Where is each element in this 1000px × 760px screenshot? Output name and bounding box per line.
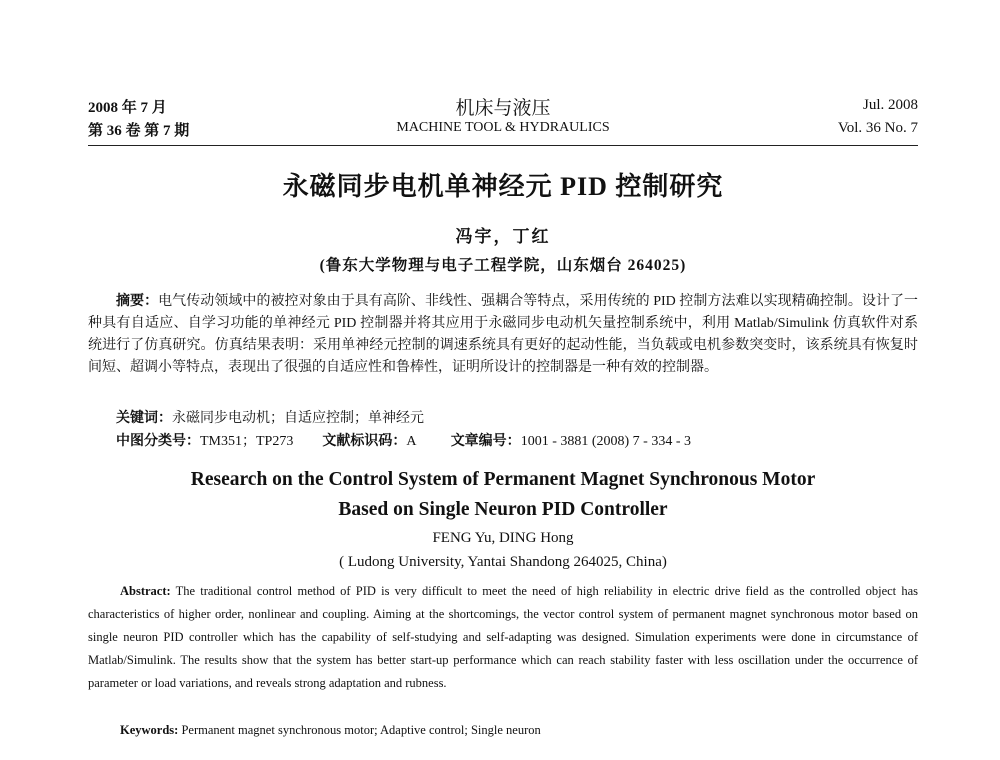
keywords-en bbox=[120, 719, 541, 742]
article-number-label: 文章编号： bbox=[450, 434, 521, 449]
title-en-line2: Based on Single Neuron PID Controller bbox=[338, 499, 668, 520]
keywords-en-text: Permanent magnet synchronous motor; Adaptive control; Single neuron bbox=[181, 723, 541, 737]
keywords-cn-text: 永磁同步电动机；自适应控制；单神经元 bbox=[172, 411, 424, 426]
header-volume-en: Vol. 36 No. 7 bbox=[837, 120, 918, 136]
header-journal-en: MACHINE TOOL & HYDRAULICS bbox=[396, 120, 610, 135]
title-en-line1: Research on the Control System of Permanent Magnet Synchronous Motor bbox=[190, 469, 816, 490]
title-cn: 永磁同步电机单神经元 PID 控制研究 bbox=[282, 172, 724, 201]
abstract-cn-label: 摘要： bbox=[116, 294, 159, 309]
article-number-value: 1001 - 3881 (2008) 7 - 334 - 3 bbox=[520, 434, 691, 449]
header-date-cn: 2008 年 7 月 bbox=[88, 100, 167, 116]
affiliation-cn: (鲁东大学物理与电子工程学院，山东烟台 264025) bbox=[319, 257, 687, 274]
abstract-en-text: The traditional control method of PID is very difficult to meet the need of high reliability in electric drive field as the controlled object has characteristics of higher order, nonlinear and coupling. Aiming at the shortcomings, the vector control system of permanent magnet synchronous motor based on single neuron PID controller which has the capability of self-studying and self-adapting was designed. Simulation experiments were done in circumstance of Matlab/Simulink. The results show that the system has better start-up performance which can reach stability faster with less oscillation under the occurrence of parameter or load variations, and reveals strong adaptation and rubness. bbox=[88, 584, 918, 690]
doc-code-label: 文献标识码： bbox=[322, 434, 407, 449]
keywords-cn-label: 关键词： bbox=[116, 411, 172, 426]
header-rule bbox=[88, 145, 918, 146]
affiliation-en: ( Ludong University, Yantai Shandong 264025, China) bbox=[339, 554, 667, 570]
header-volume-cn: 第 36 卷 第 7 期 bbox=[88, 123, 190, 139]
abstract-en bbox=[88, 580, 918, 695]
header-date-en: Jul. 2008 bbox=[862, 97, 918, 113]
clc-value: TM351；TP273 bbox=[200, 434, 294, 449]
keywords-cn bbox=[116, 408, 424, 430]
authors-cn: 冯宇，丁红 bbox=[455, 227, 551, 246]
authors-en: FENG Yu, DING Hong bbox=[432, 530, 574, 546]
classification-line bbox=[116, 431, 691, 453]
abstract-cn bbox=[88, 291, 918, 379]
clc-label: 中图分类号： bbox=[116, 434, 200, 449]
keywords-en-label: Keywords: bbox=[120, 723, 179, 737]
header-journal-cn: 机床与液压 bbox=[455, 98, 551, 119]
doc-code-value: A bbox=[406, 434, 416, 449]
abstract-en-label: Abstract: bbox=[120, 584, 171, 598]
abstract-cn-text: 电气传动领域中的被控对象由于具有高阶、非线性、强耦合等特点，采用传统的 PID 控制方法难以实现精确控制。设计了一种具有自适应、自学习功能的单神经元 PID 控制器并将其应用于永磁同步电动机矢量控制系统中，利用 Matlab/Simulink 仿真软件对系统进行了仿真研究。仿真结果表明：采用单神经元控制的调速系统具有更好的起动性能，当负载或电机参数突变时，该系统具有恢复时间短、超调小等特点，表现出了很强的自适应性和鲁棒性，证明所设计的控制器是一种有效的控制器。 bbox=[88, 294, 919, 375]
